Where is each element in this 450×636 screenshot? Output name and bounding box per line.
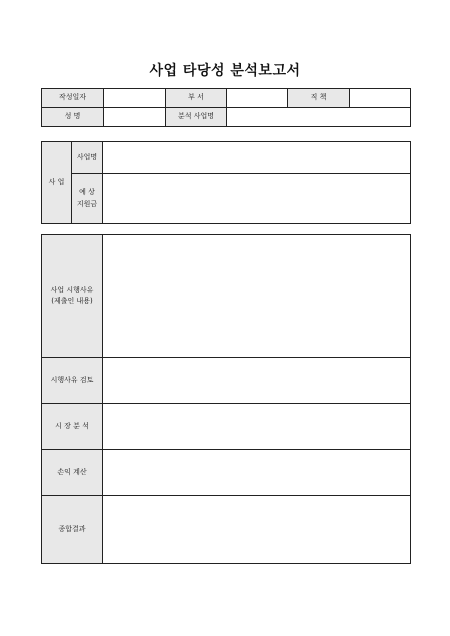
business-name-field[interactable] bbox=[103, 142, 411, 174]
date-field[interactable] bbox=[104, 89, 166, 108]
profit-calc-label: 손익 계산 bbox=[42, 450, 103, 496]
info-row-1 bbox=[42, 89, 411, 108]
reason-field[interactable] bbox=[103, 235, 411, 358]
name-label: 성 명 bbox=[42, 108, 104, 127]
review-row-reason-review bbox=[42, 358, 411, 404]
dept-field[interactable] bbox=[227, 89, 288, 108]
business-table bbox=[41, 141, 411, 224]
document-title: 사업 타당성 분석보고서 bbox=[149, 63, 301, 79]
overall-result-label: 종합결과 bbox=[42, 496, 103, 564]
business-name-label: 사업명 bbox=[72, 142, 103, 174]
business-group-label: 사 업 bbox=[42, 142, 72, 224]
info-table bbox=[41, 88, 411, 127]
reason-review-label: 시행사유 검토 bbox=[42, 358, 103, 404]
profit-calc-field[interactable] bbox=[103, 450, 411, 496]
analyzed-business-field[interactable] bbox=[227, 108, 411, 127]
position-label: 직 책 bbox=[288, 89, 350, 108]
market-analysis-label: 시 장 분 석 bbox=[42, 404, 103, 450]
reason-label: 사업 시행사유 (제출인 내용) bbox=[42, 235, 103, 358]
name-field[interactable] bbox=[104, 108, 166, 127]
business-row-name bbox=[42, 142, 411, 174]
expected-support-field[interactable] bbox=[103, 174, 411, 224]
reason-review-field[interactable] bbox=[103, 358, 411, 404]
review-row-market bbox=[42, 404, 411, 450]
review-row-reason bbox=[42, 235, 411, 358]
review-row-profit bbox=[42, 450, 411, 496]
position-field[interactable] bbox=[350, 89, 411, 108]
analyzed-business-label: 분석 사업명 bbox=[166, 108, 227, 127]
market-analysis-field[interactable] bbox=[103, 404, 411, 450]
date-label: 작성일자 bbox=[42, 89, 104, 108]
info-row-2 bbox=[42, 108, 411, 127]
business-row-support bbox=[42, 174, 411, 224]
overall-result-field[interactable] bbox=[103, 496, 411, 564]
dept-label: 부 서 bbox=[166, 89, 227, 108]
review-row-overall bbox=[42, 496, 411, 564]
review-table bbox=[41, 234, 411, 564]
expected-support-label: 예 상 지원금 bbox=[72, 174, 103, 224]
